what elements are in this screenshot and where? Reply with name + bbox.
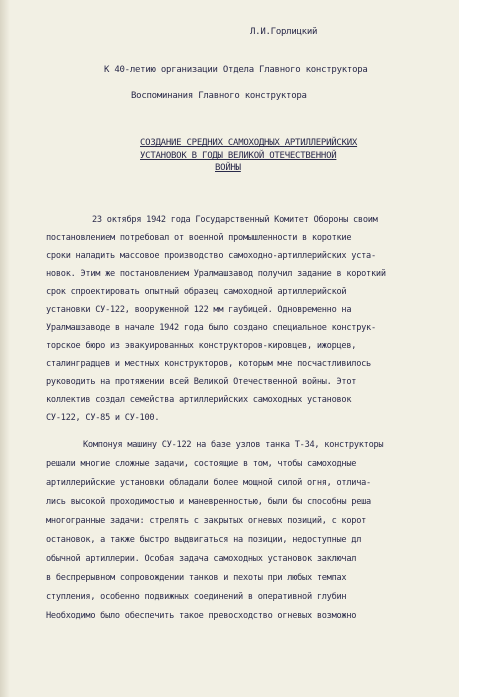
page-right-edge bbox=[459, 0, 481, 697]
author-name: Л.И.Горлицкий bbox=[250, 27, 318, 37]
paragraph-1-line: постановлением потребовал от военной промышленности в короткие bbox=[46, 233, 352, 243]
paragraph-2-line: в беспрерывном сопровождении танков и пехоты при любых темпах bbox=[46, 573, 347, 583]
paragraph-2-line: обычной артиллерии. Особая задача самоходных установок заключал bbox=[46, 554, 357, 564]
subtitle-heading: Воспоминания Главного конструктора bbox=[131, 91, 307, 101]
paragraph-2-line: Компонуя машину СУ-122 на базе узлов танка Т-34, конструкторы bbox=[83, 440, 384, 450]
paragraph-2-line: лись высокой проходимостью и маневренностью, были бы способны реша bbox=[46, 497, 371, 507]
paragraph-2-line: многогранные задачи: стрелять с закрытых огневых позиций, с корот bbox=[46, 516, 367, 526]
paragraph-2-line: решали многие сложные задачи, состоящие в том, чтобы самоходные bbox=[46, 459, 357, 469]
document-title-line-1: СОЗДАНИЕ СРЕДНИХ САМОХОДНЫХ АРТИЛЛЕРИЙСКИХ bbox=[140, 138, 358, 148]
document-title-line-2: УСТАНОВОК В ГОДЫ ВЕЛИКОЙ ОТЕЧЕСТВЕННОЙ bbox=[140, 151, 337, 161]
paragraph-1-line: срок спроектировать опытный образец самоходной артиллерийской bbox=[46, 287, 347, 297]
document-title-line-3: ВОЙНЫ bbox=[215, 163, 241, 173]
page-left-shadow bbox=[0, 0, 10, 697]
paragraph-1-line: установки СУ-122, вооруженной 122 мм гаубицей. Одновременно на bbox=[46, 305, 352, 315]
paragraph-1-line: руководить на протяжении всей Великой Отечественной войны. Этот bbox=[46, 377, 357, 387]
paragraph-2-line: Необходимо было обеспечить такое превосходство огневых возможно bbox=[46, 611, 357, 621]
paragraph-1-line: сталинградцев и местных конструкторов, которым мне посчастливилось bbox=[46, 359, 371, 369]
paragraph-1-line: Уралмашзаводе в начале 1942 года было создано специальное конструк- bbox=[46, 323, 376, 333]
paragraph-1-line: сроки наладить массовое производство самоходно-артиллерийских уста- bbox=[46, 251, 376, 261]
occasion-heading: К 40-летию организации Отдела Главного конструктора bbox=[104, 65, 368, 75]
paragraph-2-line: ступления, особенно подвижных соединений в оперативной глубин bbox=[46, 592, 347, 602]
paragraph-1-line: торское бюро из эвакуированных конструкторов-кировцев, ижорцев, bbox=[46, 341, 357, 351]
paragraph-1-line: коллектив создал семейства артиллерийских самоходных установок bbox=[46, 395, 352, 405]
paragraph-2-line: остановок, а также быстро выдвигаться на позиции, недоступные дл bbox=[46, 535, 362, 545]
paragraph-1-line: СУ-122, СУ-85 и СУ-100. bbox=[46, 413, 160, 423]
paragraph-2-line: артиллерийские установки обладали более мощной силой огня, отлича- bbox=[46, 478, 371, 488]
paragraph-1-line: новок. Этим же постановлением Уралмашзавод получил задание в короткий bbox=[46, 269, 386, 279]
paragraph-1-line: 23 октября 1942 года Государственный Комитет Обороны своим bbox=[92, 215, 378, 225]
